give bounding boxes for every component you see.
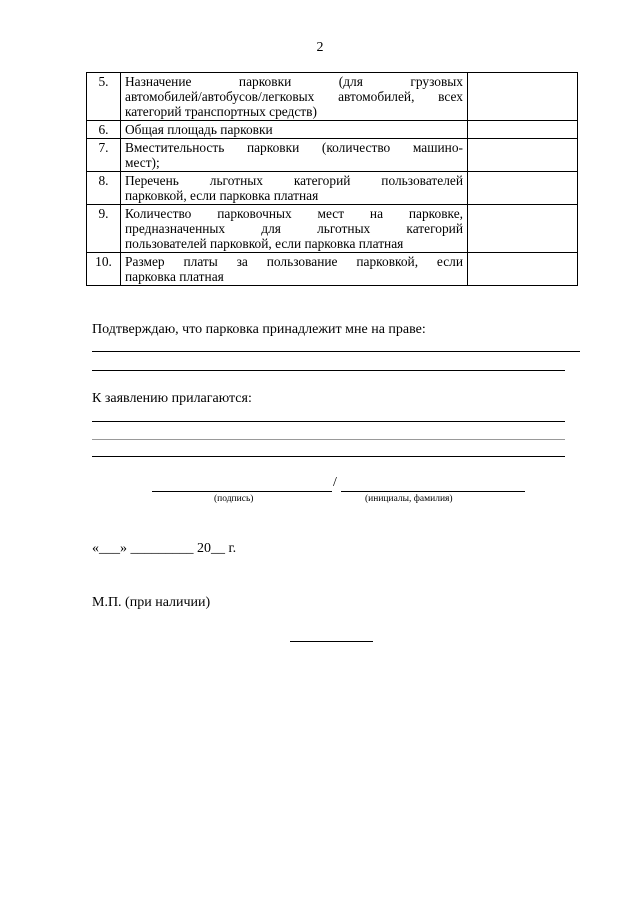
row-description-line: Вместительность парковки (количество машино- [125, 140, 463, 155]
row-description [121, 253, 468, 286]
ownership-confirmation-label: Подтверждаю, что парковка принадлежит мне на праве: [92, 322, 426, 337]
signature-line[interactable] [152, 491, 332, 492]
row-description-line: Количество парковочных мест на парковке, [125, 206, 463, 221]
row-number: 6. [87, 121, 121, 139]
row-value-cell[interactable] [468, 205, 578, 253]
table-row [87, 172, 578, 205]
page-number: 2 [316, 40, 324, 55]
date-line[interactable]: «___» _________ 20__ г. [92, 541, 237, 556]
row-description [121, 73, 468, 121]
row-description-line: категорий транспортных средств) [125, 104, 317, 119]
row-number: 8. [87, 172, 121, 205]
table-row [87, 253, 578, 286]
row-description [121, 172, 468, 205]
row-description-line: автомобилей/автобусов/легковых автомобилей, всех [125, 89, 463, 104]
row-number: 10. [87, 253, 121, 286]
row-description [121, 139, 468, 172]
stamp-label: М.П. (при наличии) [92, 595, 211, 610]
row-description-line: парковка платная [125, 269, 224, 284]
row-value-cell[interactable] [468, 73, 578, 121]
row-description-line: Назначение парковки (для грузовых [125, 74, 463, 89]
signature-caption: (подпись) [214, 494, 254, 504]
row-description-line: Размер платы за пользование парковкой, если [125, 254, 463, 269]
row-description-line: мест); [125, 155, 160, 170]
table-row [87, 205, 578, 253]
parking-parameters-table [86, 72, 578, 286]
row-value-cell[interactable] [468, 139, 578, 172]
table-body [87, 73, 578, 286]
ownership-line-1[interactable] [92, 351, 580, 352]
row-number: 7. [87, 139, 121, 172]
row-number: 9. [87, 205, 121, 253]
signature-separator: / [333, 475, 337, 490]
row-value-cell[interactable] [468, 253, 578, 286]
row-description-line: предназначенных для льготных категорий [125, 221, 463, 236]
ownership-line-2[interactable] [92, 370, 565, 371]
row-value-cell[interactable] [468, 172, 578, 205]
row-description-line: Общая площадь парковки [125, 122, 273, 137]
attachments-line-2[interactable] [92, 439, 565, 440]
initials-surname-caption: (инициалы, фамилия) [365, 494, 453, 504]
row-number: 5. [87, 73, 121, 121]
attachments-line-3[interactable] [92, 456, 565, 457]
table-row [87, 73, 578, 121]
row-description-line: парковкой, если парковка платная [125, 188, 319, 203]
end-of-document-line [290, 641, 373, 642]
attachments-label: К заявлению прилагаются: [92, 391, 252, 406]
initials-surname-line[interactable] [341, 491, 525, 492]
row-description-line: пользователей парковкой, если парковка платная [125, 236, 404, 251]
row-description [121, 121, 468, 139]
table-row [87, 139, 578, 172]
attachments-line-1[interactable] [92, 421, 565, 422]
row-value-cell[interactable] [468, 121, 578, 139]
row-description-line: Перечень льготных категорий пользователей [125, 173, 463, 188]
table-row [87, 121, 578, 139]
row-description [121, 205, 468, 253]
